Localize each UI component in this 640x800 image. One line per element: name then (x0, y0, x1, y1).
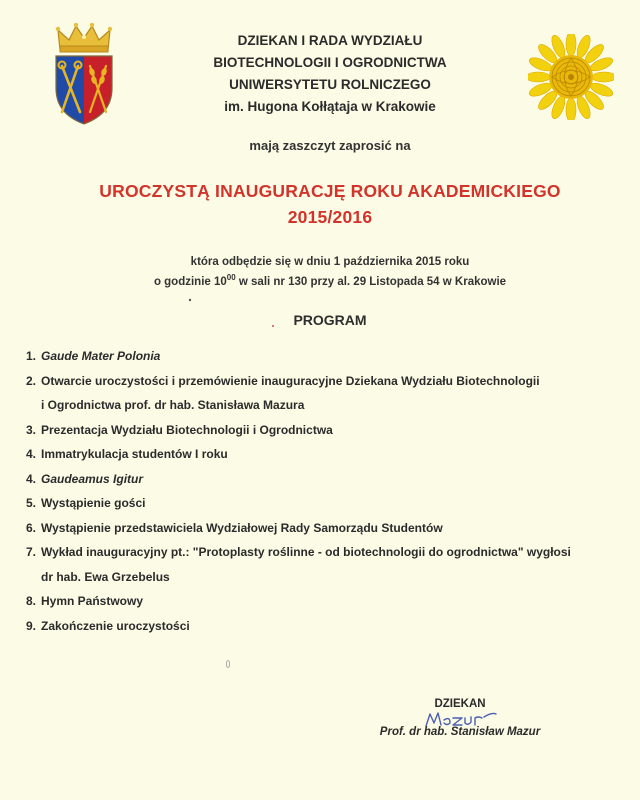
crown-icon (56, 23, 112, 52)
program-item-continuation (26, 393, 626, 418)
program-item-number: 1. (26, 349, 37, 363)
program-item-text: i Ogrodnictwa prof. dr hab. Stanisława Mazura (41, 398, 305, 412)
header-line-3: UNIWERSYTETU ROLNICZEGO (229, 77, 431, 92)
program-item-number: 6. (26, 520, 37, 535)
program-item-text: Wykład inauguracyjny pt.: "Protoplasty roślinne - od biotechnologii do ogrodnictwa" wygłosi (41, 545, 571, 559)
program-item (26, 442, 626, 467)
program-item-number: 8. (26, 594, 37, 608)
program-item-number: 4. (26, 471, 37, 486)
program-item-text: Otwarcie uroczystości i przemówienie inauguracyjne Dziekana Wydziału Biotechnologii (41, 373, 540, 388)
time-minutes: 00 (226, 273, 236, 283)
program-item (26, 516, 626, 541)
event-title-year: 2015/2016 (287, 207, 373, 227)
shield-icon (56, 56, 112, 124)
program-item-number (26, 565, 41, 590)
program-item (26, 418, 626, 443)
program-item-text: Hymn Państwowy (41, 594, 144, 608)
program-item (26, 614, 626, 639)
program-list (26, 344, 626, 638)
program-item-number: 4. (26, 447, 37, 461)
event-time-location (100, 272, 560, 292)
program-item-number: 3. (26, 422, 37, 437)
program-item (26, 467, 626, 492)
faculty-header (150, 30, 510, 118)
program-item-number: 5. (26, 496, 37, 510)
program-item-text: Zakończenie uroczystości (41, 618, 190, 633)
event-title (80, 178, 580, 230)
time-prefix: o godzinie 10 (153, 276, 227, 288)
program-item (26, 491, 626, 516)
program-item-continuation (26, 565, 626, 590)
header-line-2: BIOTECHNOLOGII I OGRODNICTWA (213, 55, 447, 70)
program-item-text: Gaudeamus Igitur (41, 471, 144, 486)
university-crest-icon (52, 20, 116, 126)
program-item-number (26, 393, 41, 418)
sunflower-logo-icon (528, 34, 614, 120)
signature-block (360, 698, 560, 738)
event-date: która odbędzie się w dniu 1 października 2015 roku (190, 256, 470, 268)
program-item-text: dr hab. Ewa Grzebelus (41, 569, 170, 584)
program-item-number: 2. (26, 373, 37, 388)
signature-role: DZIEKAN (434, 698, 486, 710)
header-line-4: im. Hugona Kołłątaja w Krakowie (224, 99, 436, 114)
program-item (26, 540, 626, 565)
event-details (100, 252, 560, 292)
location-text: w sali nr 130 przy al. 29 Listopada 54 w Krakowie (235, 276, 507, 288)
program-item-text: Immatrykulacja studentów I roku (41, 447, 228, 461)
signature-name: Prof. dr hab. Stanisław Mazur (379, 726, 541, 738)
invite-text: mają zaszczyt zaprosić na (249, 138, 411, 153)
program-item (26, 344, 626, 369)
program-item (26, 369, 626, 394)
program-item-number: 7. (26, 545, 37, 559)
header-line-1: DZIEKAN I RADA WYDZIAŁU (237, 33, 423, 48)
program-item-number: 9. (26, 618, 37, 633)
program-item-text: Prezentacja Wydziału Biotechnologii i Ogrodnictwa (41, 422, 333, 437)
program-item (26, 589, 626, 614)
program-item-text: Gaude Mater Polonia (41, 349, 161, 363)
program-item-text: Wystąpienie gości (41, 496, 146, 510)
event-title-line-1: UROCZYSTĄ INAUGURACJĘ ROKU AKADEMICKIEGO (99, 181, 561, 201)
program-item-text: Wystąpienie przedstawiciela Wydziałowej Rady Samorządu Studentów (41, 520, 443, 535)
program-heading: PROGRAM (293, 312, 367, 328)
